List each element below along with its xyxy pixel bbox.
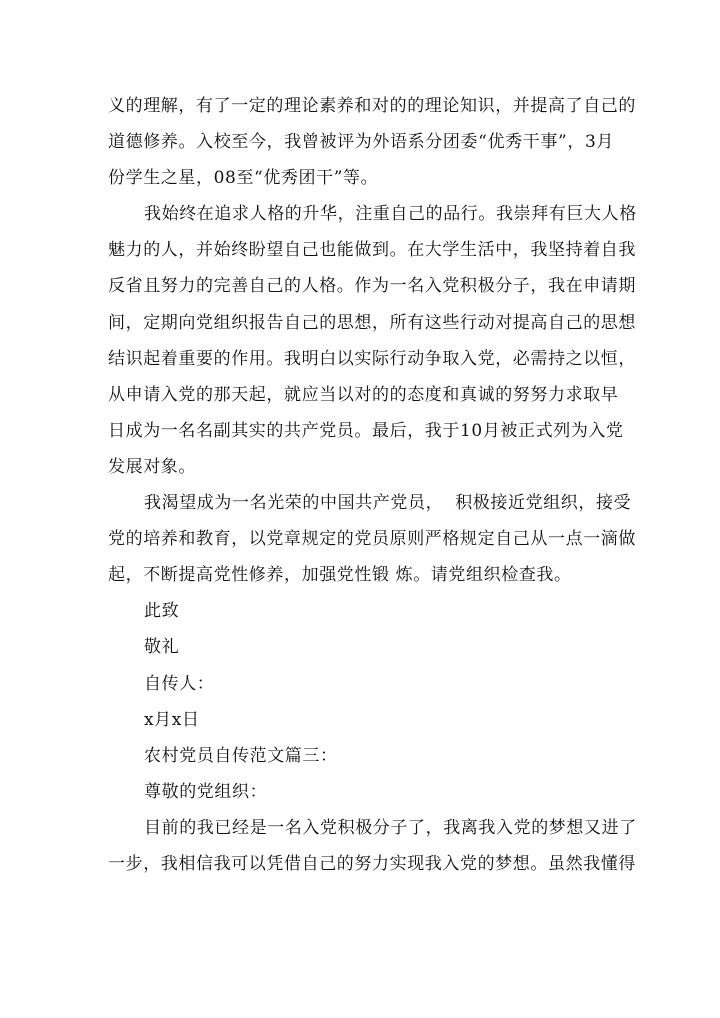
text-line: 反省且努力的完善自己的人格。作为一名入党积极分子，我在申请期	[108, 276, 636, 297]
salutation: 尊敬的党组织：	[144, 781, 268, 802]
text-line: 从申请入党的那天起，就应当以对的的态度和真诚的努努力求取早	[108, 384, 619, 405]
paragraph-2	[108, 196, 637, 485]
document-body	[108, 88, 637, 882]
text-line: 目前的我已经是一名入党积极分子了，我离我入党的梦想又进了	[144, 817, 637, 838]
text-line: 一步，我相信我可以凭借自己的努力实现我入党的梦想。虽然我懂得	[108, 853, 636, 874]
closing-line: 此致	[144, 601, 180, 622]
text-line: 间，定期向党组织报告自己的思想，所有这些行动对提高自己的思想	[108, 312, 636, 333]
paragraph-3	[108, 485, 636, 593]
paragraph-4	[108, 810, 637, 882]
text-line: 党的培养和教育，以党章规定的党员原则严格规定自己从一点一滴做	[108, 529, 636, 550]
text-line: 义的理解，有了一定的理论素养和对的的理论知识，并提高了自己的	[108, 96, 636, 116]
section-title: 农村党员自传范文篇三：	[144, 745, 338, 766]
text-line: 魅力的人，并始终盼望自己也能做到。在大学生活中，我坚持着自我	[108, 240, 636, 261]
text-line: 日成为一名名副其实的共产党员。最后，我于10月被正式列为入党	[108, 420, 624, 441]
text-line: 我始终在追求人格的升华，注重自己的品行。我崇拜有巨大人格	[144, 204, 637, 225]
closing-salute: 敬礼	[144, 637, 180, 658]
text-line: 起，不断提高党性修养，加强党性锻 炼。请党组织检查我。	[108, 565, 572, 586]
text-line: 结识起着重要的作用。我明白以实际行动争取入党，必需持之以恒，	[108, 348, 636, 369]
date-line: x月x日	[144, 709, 200, 730]
text-line: 我渴望成为一名光荣的中国共产党员， 积极接近党组织，接受	[144, 493, 632, 514]
text-line: 份学生之星，08至“优秀团干”等。	[108, 168, 379, 189]
text-line: 发展对象。	[108, 456, 196, 477]
paragraph-1	[108, 88, 636, 196]
text-line: 道德修养。入校至今，我曾被评为外语系分团委“优秀干事”，3月	[108, 132, 614, 153]
signature-label: 自传人：	[144, 673, 215, 694]
